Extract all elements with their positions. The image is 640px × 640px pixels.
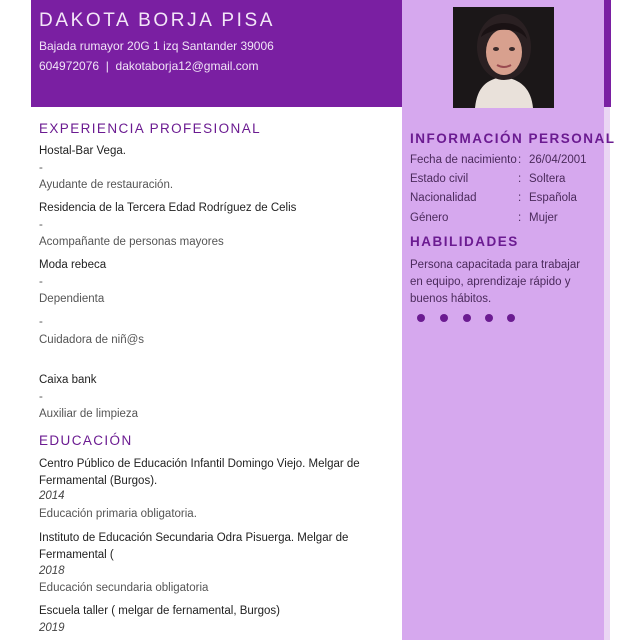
experience-company: Hostal-Bar Vega. <box>39 145 126 157</box>
profile-photo-image <box>453 7 554 108</box>
contact-separator: | <box>99 59 116 73</box>
education-year: 2014 <box>39 490 65 502</box>
experience-company: Residencia de la Tercera Edad Rodríguez de Celis <box>39 202 297 214</box>
skills-heading: HABILIDADES <box>410 234 519 249</box>
education-degree: Educación primaria obligatoria. <box>39 508 197 520</box>
info-value: Mujer <box>529 212 558 224</box>
skill-dot <box>417 314 425 322</box>
profile-photo <box>453 7 554 108</box>
email: dakotaborja12@gmail.com <box>115 59 259 73</box>
info-value: 26/04/2001 <box>529 154 587 166</box>
experience-role: Auxiliar de limpieza <box>39 408 139 420</box>
info-label: Estado civil <box>410 173 469 185</box>
experience-dash: - <box>39 276 43 288</box>
education-year: 2018 <box>39 565 65 577</box>
experience-dash: - <box>39 316 43 328</box>
info-separator: : <box>518 192 522 204</box>
info-value: Soltera <box>529 173 566 185</box>
experience-company: Caixa bank <box>39 374 97 386</box>
experience-role: Ayudante de restauración. <box>39 179 174 191</box>
experience-dash: - <box>39 219 43 231</box>
info-separator: : <box>518 173 522 185</box>
education-year: 2019 <box>39 622 65 634</box>
phone: 604972076 <box>39 59 100 73</box>
info-separator: : <box>518 212 522 224</box>
skill-dot <box>507 314 515 322</box>
skills-text: Persona capacitada para trabajar en equipo, aprendizaje rápido y buenos hábitos. <box>410 259 581 305</box>
experience-dash: - <box>39 162 43 174</box>
info-value: Española <box>529 192 577 204</box>
address: Bajada rumayor 20G 1 izq Santander 39006 <box>39 39 274 53</box>
education-school: Centro Público de Educación Infantil Domingo Viejo. Melgar de Fermamental (Burgos). <box>39 458 360 487</box>
experience-dash: - <box>39 391 43 403</box>
experience-role: Acompañante de personas mayores <box>39 236 224 248</box>
info-label: Género <box>410 212 449 224</box>
education-school: Instituto de Educación Secundaria Odra Pisuerga. Melgar de Fermamental ( <box>39 532 349 561</box>
experience-company: Moda rebeca <box>39 259 107 271</box>
personal-info-heading: INFORMACIÓN PERSONAL <box>410 131 616 146</box>
sidebar-lower <box>402 334 610 640</box>
education-heading: EDUCACIÓN <box>39 433 133 448</box>
info-label: Nacionalidad <box>410 192 477 204</box>
experience-heading: EXPERIENCIA PROFESIONAL <box>39 121 262 136</box>
skill-dot <box>440 314 448 322</box>
info-label: Fecha de nacimiento <box>410 154 517 166</box>
education-degree: Educación secundaria obligatoria <box>39 582 209 594</box>
experience-role: Cuidadora de niñ@s <box>39 334 145 346</box>
experience-role: Dependienta <box>39 293 105 305</box>
education-school: Escuela taller ( melgar de fernamental, Burgos) <box>39 605 280 617</box>
contact-line <box>39 59 258 73</box>
info-separator: : <box>518 154 522 166</box>
skill-dot <box>485 314 493 322</box>
skill-dot <box>463 314 471 322</box>
sidebar-edge-strip <box>604 107 610 640</box>
candidate-name: DAKOTA BORJA PISA <box>39 10 276 31</box>
